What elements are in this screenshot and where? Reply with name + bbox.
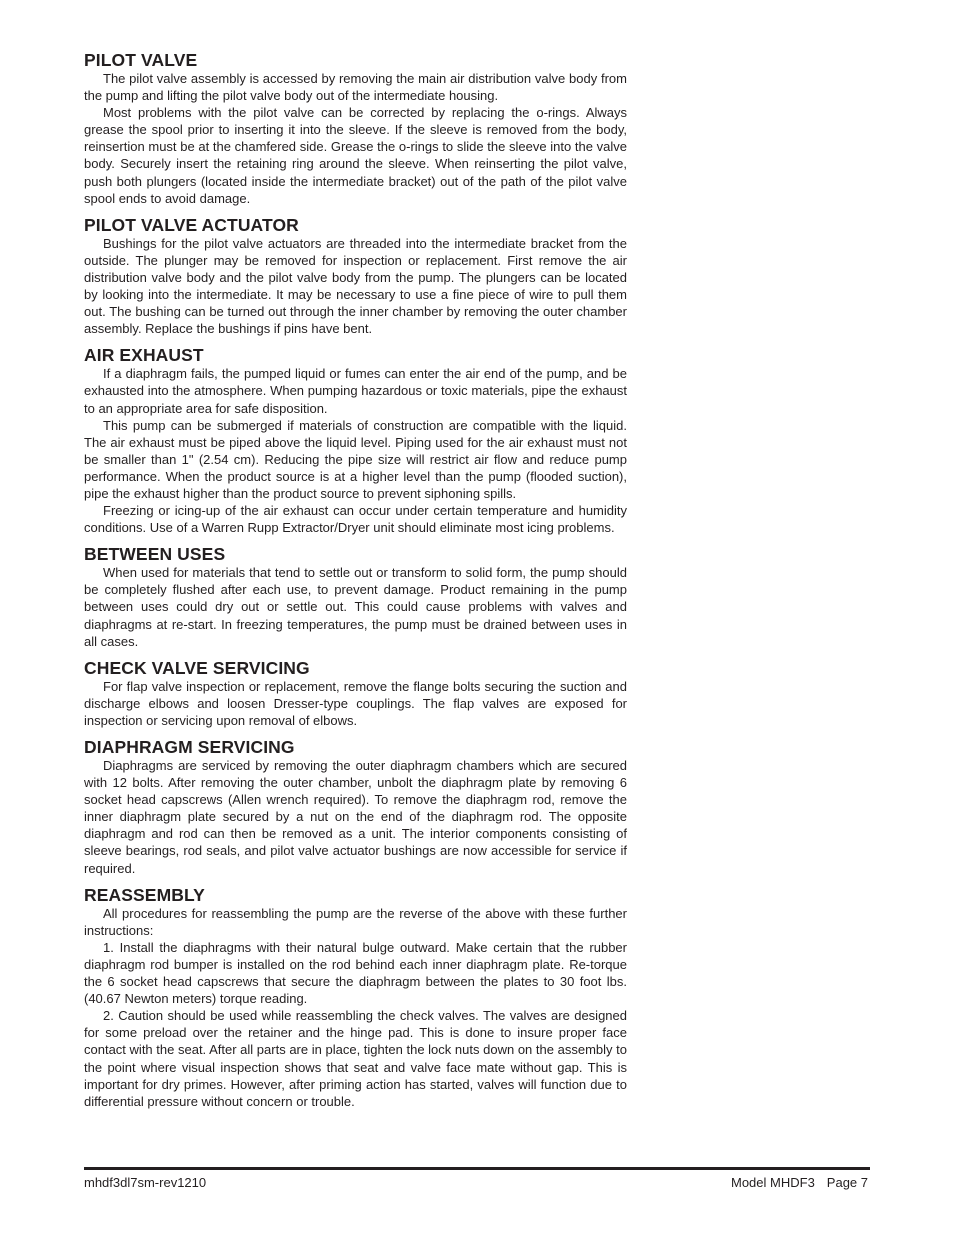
section-heading: CHECK VALVE SERVICING <box>84 657 310 678</box>
footer-doc-id: mhdf3dl7sm-rev1210 <box>84 1175 207 1190</box>
paragraph: 2. Caution should be used while reassembling the check valves. The valves are designed for some preload over the retainer and the hinge pad. This is done to insure proper face contact with the seat. After all parts are in place, tighten the lock nuts down on the assembly to the point where visual inspection shows that seat and valve face mate without gap. This is important for dry primes. However, after priming action has started, valves will function due to differential pressure without concern or trouble. <box>84 1008 627 1109</box>
section-air-exhaust <box>84 345 627 536</box>
paragraph: When used for materials that tend to settle out or transform to solid form, the pump should be completely flushed after each use, to prevent damage. Product remaining in the pump between uses could dry out or settle out. This could cause problems with valves and diaphragms at re-start. In freezing temperatures, the pump must be drained between uses in all cases. <box>84 565 627 649</box>
section-pilot-valve-actuator <box>84 215 627 338</box>
section-heading: REASSEMBLY <box>84 884 205 905</box>
section-check-valve-servicing <box>84 658 627 729</box>
section-heading: PILOT VALVE ACTUATOR <box>84 214 299 235</box>
section-diaphragm-servicing <box>84 737 627 877</box>
paragraph: Diaphragms are serviced by removing the outer diaphragm chambers which are secured with 12 bolts. After removing the outer chamber, unbolt the diaphragm plate by removing 6 socket head capscrews (Allen wrench required). To remove the diaphragm rod, remove the inner diaphragm plate secured by a nut on the end of the diaphragm rod. The opposite diaphragm and rod can then be removed as a unit. The interior components consisting of sleeve bearings, rod seals, and pilot valve actuator bushings are now accessible for service if required. <box>84 758 627 876</box>
footer-rule <box>84 1167 870 1170</box>
section-heading: AIR EXHAUST <box>84 345 204 366</box>
paragraph: This pump can be submerged if materials of construction are compatible with the liquid. The air exhaust must be piped above the liquid level. Piping used for the air exhaust must not be smaller than 1" (2.54 cm). Reducing the pipe size will restrict air flow and reduce pump performance. When the product source is at a higher level than the pump (flooded suction), pipe the exhaust higher than the product source to prevent siphoning spills. <box>84 417 627 501</box>
section-between-uses <box>84 544 627 649</box>
section-heading: BETWEEN USES <box>84 544 226 565</box>
paragraph: The pilot valve assembly is accessed by removing the main air distribution valve body from the pump and lifting the pilot valve body out of the intermediate housing. <box>84 71 627 104</box>
footer-page-info <box>731 1174 868 1191</box>
paragraph: All procedures for reassembling the pump are the reverse of the above with these further instructions: <box>84 905 627 938</box>
paragraph: Freezing or icing-up of the air exhaust can occur under certain temperature and humidity conditions. Use of a Warren Rupp Extractor/Dryer unit should eliminate most icing problems. <box>84 503 627 536</box>
paragraph: If a diaphragm fails, the pumped liquid or fumes can enter the air end of the pump, and be exhausted into the atmosphere. When pumping hazardous or toxic materials, pipe the exhaust to an appropriate area for safe disposition. <box>84 366 627 416</box>
section-heading: PILOT VALVE <box>84 50 198 70</box>
section-reassembly <box>84 885 627 1110</box>
main-column <box>84 50 627 1110</box>
section-pilot-valve <box>84 50 627 207</box>
paragraph: For flap valve inspection or replacement, remove the flange bolts securing the suction and discharge elbows and loosen Dresser-type couplings. The flap valves are exposed for inspection or servicing upon removal of elbows. <box>84 678 627 728</box>
footer-page-number: Page 7 <box>826 1175 868 1190</box>
footer-model: Model MHDF3 <box>731 1175 815 1190</box>
paragraph: Bushings for the pilot valve actuators are threaded into the intermediate bracket from the outside. The plunger may be removed for inspection or replacement. First remove the air distribution valve body and the pilot valve body from the pump. The plungers can be located by looking into the intermediate. It may be necessary to use a fine piece of wire to pull them out. The bushing can be turned out through the inner chamber by removing the outer chamber assembly. Replace the bushings if pins have bent. <box>84 235 627 337</box>
paragraph: 1. Install the diaphragms with their natural bulge outward. Make certain that the rubber diaphragm rod bumper is installed on the rod behind each inner diaphragm plate. Re-torque the 6 socket head capscrews that secure the diaphragm between the plates to 30 foot lbs. (40.67 Newton meters) torque reading. <box>84 939 627 1007</box>
paragraph: Most problems with the pilot valve can be corrected by replacing the o-rings. Always grease the spool prior to inserting it into the sleeve. If the sleeve is removed from the body, reinsertion must be at the chamfered side. Grease the o-rings to slide the sleeve into the valve body. Securely insert the retaining ring around the sleeve. When reinserting the pilot valve, push both plungers (located inside the intermediate bracket) out of the path of the pilot valve spool ends to avoid damage. <box>84 105 627 206</box>
section-heading: DIAPHRAGM SERVICING <box>84 737 295 757</box>
